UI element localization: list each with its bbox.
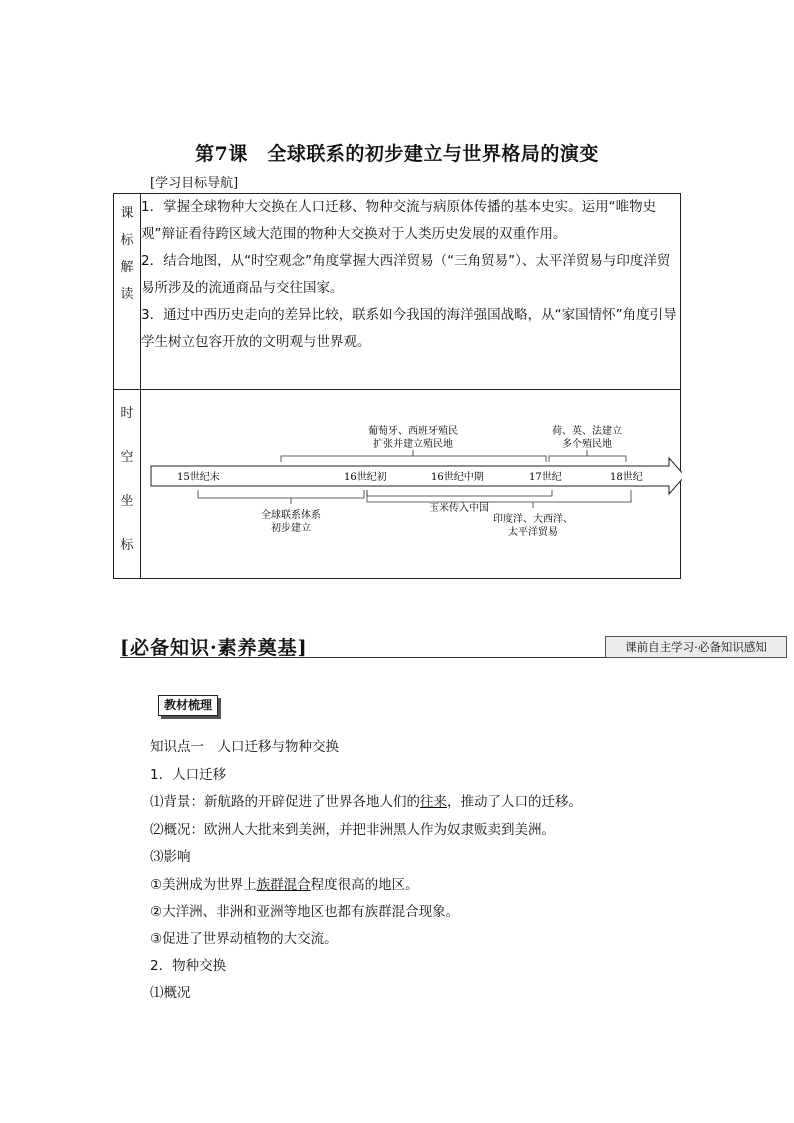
impact-3: ③促进了世界动植物的大交流。: [150, 931, 338, 947]
side-char: 标: [120, 538, 134, 553]
impact-1-prefix: ①美洲成为世界上: [150, 877, 257, 893]
textbook-review-label: 教材梳理: [158, 695, 218, 716]
tick-label: 18世纪: [610, 472, 643, 483]
impact-1: [150, 873, 419, 893]
objective-1: 1．掌握全球物种大交换在人口迁移、物种交流与病原体传播的基本史实。运用“唯物史观”辩证看待跨区域大范围的物种大交换对于人类历史发展的双重作用。: [141, 199, 657, 242]
objectives-cell: [141, 194, 681, 390]
bg-answer: 往来: [420, 794, 447, 810]
side-char: 标: [120, 233, 134, 248]
side-char: 空: [120, 450, 134, 465]
heading-species-exchange: 2．物种交换: [150, 958, 227, 974]
overview-subheading: ⑴概况: [150, 985, 191, 1001]
side-char: 坐: [120, 494, 134, 509]
background-line: [150, 790, 582, 810]
bottom-brace-3: [367, 490, 631, 508]
bottom-note-3-line2: 太平洋贸易: [508, 527, 558, 538]
side-char: 解: [120, 260, 134, 275]
bottom-note-1-line2: 初步建立: [271, 523, 311, 534]
tick-label: 16世纪初: [344, 472, 387, 483]
timeline-side-label: [114, 390, 141, 579]
side-char: 读: [120, 287, 134, 302]
bottom-brace-1: [198, 490, 364, 504]
top-note-2-line1: 荷、英、法建立: [552, 426, 622, 437]
impact-1-answer: 族群混合: [256, 877, 311, 893]
study-goals-nav-label: [学习目标导航]: [150, 176, 239, 191]
section-divider: [120, 657, 610, 658]
tick-label: 16世纪中期: [431, 472, 484, 483]
top-brace-2: [549, 450, 626, 462]
bg-suffix: ，推动了人口的迁移。: [447, 794, 582, 810]
side-char: 时: [120, 406, 134, 421]
bottom-note-2: 玉米传入中国: [429, 503, 489, 514]
section-heading: [必备知识·素养奠基]: [120, 637, 308, 659]
goals-side-label: [114, 194, 141, 390]
side-char: 课: [120, 206, 134, 221]
impact-heading: ⑶影响: [150, 849, 191, 865]
top-note-1-line2: 扩张并建立殖民地: [373, 439, 453, 450]
impact-1-suffix: 程度很高的地区。: [310, 877, 419, 893]
timeline-cell: [141, 390, 681, 579]
top-brace-1: [281, 450, 546, 462]
impact-2: ②大洋洲、非洲和亚洲等地区也都有族群混合现象。: [150, 904, 460, 920]
objective-3: 3．通过中西历史走向的差异比较，联系如今我国的海洋强国战略，从“家国情怀”角度引导学生树立包容开放的文明观与世界观。: [141, 307, 677, 350]
timeline-arrow: [151, 458, 682, 494]
timeline-diagram: [141, 390, 682, 578]
page-title: 第7课 全球联系的初步建立与世界格局的演变: [195, 143, 599, 165]
overview-line: ⑵概况：欧洲人大批来到美洲，并把非洲黑人作为奴隶贩卖到美洲。: [150, 822, 555, 838]
objective-2: 2．结合地图，从“时空观念”角度掌握大西洋贸易（“三角贸易”）、太平洋贸易与印度洋贸易所涉及的流通商品与交往国家。: [141, 253, 671, 296]
section-tag: 课前自主学习·必备知识感知: [605, 636, 787, 658]
top-note-1-line1: 葡萄牙、西班牙殖民: [368, 426, 458, 437]
bg-prefix: ⑴背景：新航路的开辟促进了世界各地人们的: [150, 794, 420, 810]
goals-table: [113, 193, 681, 579]
bottom-note-1-line1: 全球联系体系: [261, 510, 321, 521]
heading-population-migration: 1．人口迁移: [150, 767, 227, 783]
top-note-2-line2: 多个殖民地: [562, 439, 612, 450]
tick-label: 17世纪: [529, 472, 562, 483]
tick-label: 15世纪末: [177, 472, 220, 483]
knowledge-point-1: 知识点一 人口迁移与物种交换: [150, 739, 339, 755]
bottom-note-3-line1: 印度洋、大西洋、: [493, 514, 573, 525]
bottom-brace-2: [367, 490, 552, 496]
